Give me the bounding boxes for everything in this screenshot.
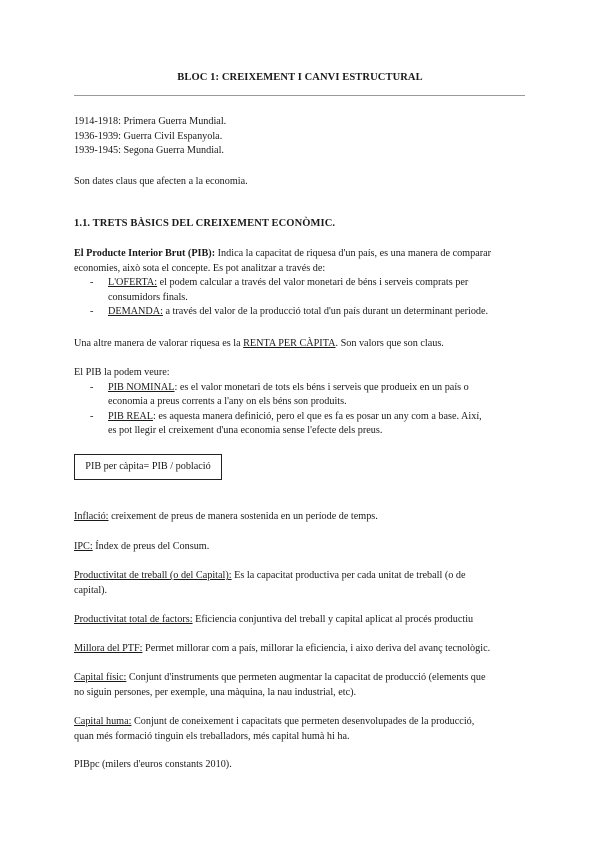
pib-components-list — [74, 276, 526, 320]
definition-text-cont: quan més formació tinguin els treballadors, més capital humà hi ha. — [74, 730, 350, 742]
intro-note — [74, 175, 526, 190]
renta-term: RENTA PER CÀPITA — [243, 338, 336, 349]
dates-list — [74, 115, 526, 159]
definition-inflacio — [74, 510, 526, 525]
renta-paragraph — [74, 337, 526, 352]
list-item: - PIB REAL: es aquesta manera definició, pero el que es fa es posar un any com a base. Així, es pot llegir el creixement d'una economia sense l'efecte dels preus. — [74, 410, 526, 439]
date-line: 1936-1939: Guerra Civil Espanyola. — [74, 130, 223, 142]
definition-text-cont: capital). — [74, 584, 108, 596]
pib-term: El Producte Interior Brut (PIB): — [74, 248, 216, 259]
demanda-text: a través del valor de la producció total d'un país durant un determinant periode. — [162, 306, 489, 318]
pib-real-term: PIB REAL — [108, 410, 153, 422]
final-note-text: PIBpc (milers d'euros constants 2010). — [74, 759, 232, 770]
definition-millora-ptf — [74, 642, 526, 657]
definition-text: Índex de preus del Consum. — [92, 541, 210, 552]
definition-capital-huma — [74, 715, 526, 744]
list-item: - PIB NOMINAL: es el valor monetari de tots els béns i serveis que produeix en un país o economia a preus corrents a l'any on els béns son produits. — [74, 381, 526, 410]
definition-ipc — [74, 540, 526, 555]
pib-views — [74, 366, 526, 439]
oferta-text: el podem calcular a través del valor monetari de béns i serveis comprats per — [157, 277, 469, 289]
definition-text: Eficiencia conjuntiva del treball y capital aplicat al procés productiu — [192, 614, 474, 625]
pib-nominal-text: : es el valor monetari de tots els béns i serveis que produeix en un país o — [174, 381, 469, 393]
intro-note-text: Son dates claus que afecten a la economia. — [74, 176, 248, 187]
title-divider — [74, 95, 525, 96]
list-item: - L'OFERTA: el podem calcular a través del valor monetari de béns i serveis comprats per consumidors finals. — [74, 276, 526, 305]
list-item: - DEMANDA: a través del valor de la producció total d'un país durant un determinant periode. — [90, 306, 489, 318]
pib-real-text: : es aquesta manera definició, pero el que es fa es posar un any com a base. Així, — [153, 410, 482, 422]
document-title: BLOC 1: CREIXEMENT I CANVI ESTRUCTURAL — [177, 72, 423, 83]
definition-productivitat-treball — [74, 569, 526, 598]
definition-text: Permet millorar com a país, millorar la eficiencia, i aixo deriva del avanç tecnològic. — [142, 643, 491, 654]
oferta-text-cont: consumidors finals. — [108, 291, 188, 303]
pib-text-cont: economies, això sota el concepte. Es pot analitzar a través de: — [74, 262, 326, 274]
demanda-term: DEMANDA: — [108, 306, 163, 318]
definition-term: Capital huma: — [74, 716, 132, 727]
formula-box: PIB per càpita= PIB / població — [74, 454, 222, 480]
definition-text: Conjunt d'instruments que permeten augmentar la capacitat de producció (elements que — [126, 672, 486, 683]
definition-term: IPC: — [74, 541, 93, 552]
definition-text: creixement de preus de manera sostenida en un període de temps. — [108, 511, 378, 522]
pib-definition — [74, 247, 526, 320]
date-line: 1939-1945: Segona Guerra Mundial. — [74, 145, 224, 157]
oferta-term: L'OFERTA: — [108, 277, 158, 289]
definition-productivitat-total — [74, 613, 526, 628]
pib-nominal-term: PIB NOMINAL — [108, 381, 175, 393]
definition-text-cont: no siguin persones, per exemple, una màquina, la nau industrial, etc). — [74, 686, 357, 698]
definition-capital-fisic — [74, 671, 526, 700]
section-heading: 1.1. TRETS BÀSICS DEL CREIXEMENT ECONÒMIC. — [74, 218, 336, 229]
pib-text: Indica la capacitat de riquesa d'un país, es una manera de comparar — [215, 248, 492, 259]
pib-real-text-cont: es pot llegir el creixement d'una economia sense l'efecte dels preus. — [108, 425, 383, 437]
definition-text: Es la capacitat productiva per cada unitat de treball (o de — [231, 570, 466, 581]
date-line: 1914-1918: Primera Guerra Mundial. — [74, 116, 227, 127]
pib-views-intro: El PIB la podem veure: — [74, 367, 170, 378]
renta-prefix: Una altre manera de valorar riquesa es la — [74, 338, 244, 349]
definition-term: Inflació: — [74, 511, 109, 522]
definition-term: Capital físic: — [74, 672, 127, 683]
definition-text: Conjunt de coneixement i capacitats que permeten desenvolupades de la producció, — [131, 716, 475, 727]
pib-views-list — [74, 381, 526, 439]
definition-term: Millora del PTF: — [74, 643, 143, 654]
renta-suffix: . Son valors que son claus. — [335, 338, 444, 349]
definition-term: Productivitat total de factors: — [74, 614, 193, 625]
final-note — [74, 758, 526, 773]
pib-nominal-text-cont: economia a preus corrents a l'any on els béns son produits. — [108, 396, 347, 408]
definition-term: Productivitat de treball (o del Capital): — [74, 570, 232, 581]
